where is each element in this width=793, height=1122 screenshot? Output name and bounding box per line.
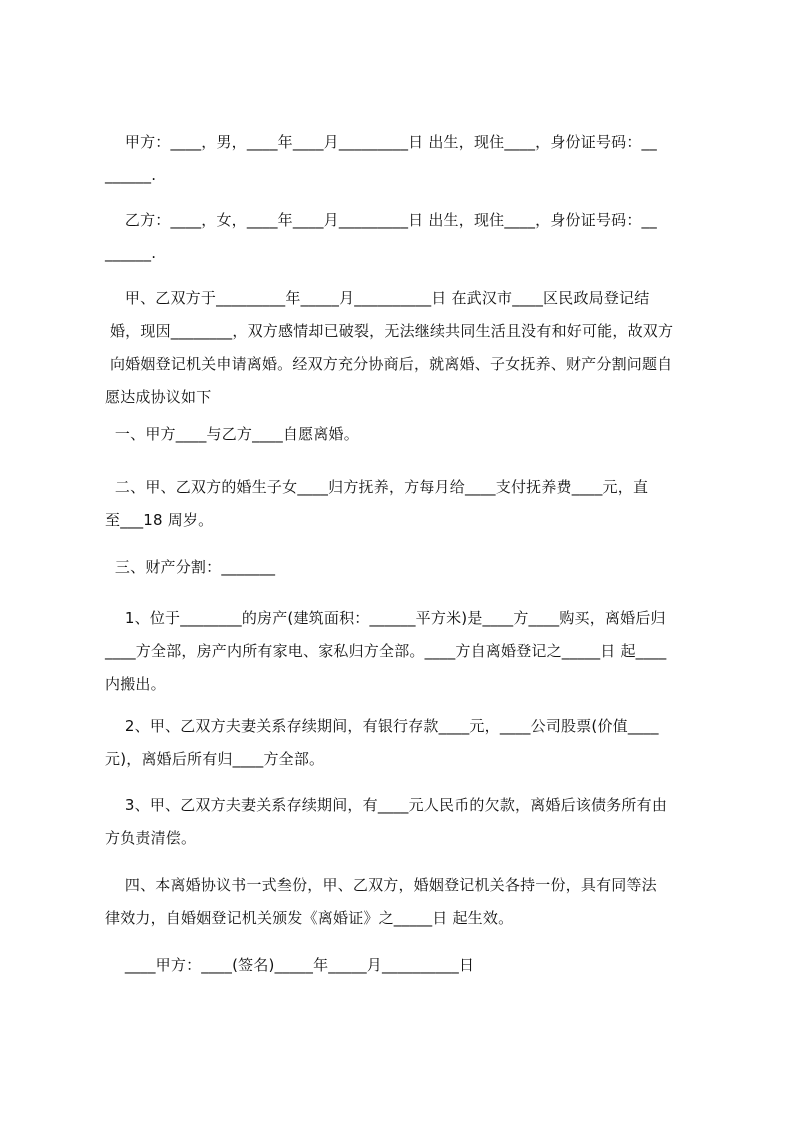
clause-1-line-1: 一、甲方____与乙方____自愿离婚。 — [105, 425, 359, 443]
party-a-line-1: 甲方：____，男，____年____月_________日 出生，现住____，身份证号码：__ — [105, 133, 657, 151]
item-1-line-1: 1、位于________的房产(建筑面积：______平方米)是____方____购买，离婚后归 — [105, 609, 666, 627]
clause-3-paragraph — [105, 551, 705, 584]
clause-3-line-1: 三、财产分割：_______ — [105, 558, 276, 576]
item-3-paragraph — [105, 789, 705, 855]
clause-2-line-2: 至___18 周岁。 — [105, 511, 214, 529]
clause-4-paragraph — [105, 869, 705, 935]
clause-4-line-1: 四、本离婚协议书一式叁份，甲、乙双方，婚姻登记机关各持一份，具有同等法 — [105, 876, 657, 894]
clause-2-line-1: 二、甲、乙双方的婚生子女____归方抚养，方每月给____支付抚养费____元，直 — [105, 478, 649, 496]
intro-paragraph — [105, 282, 705, 414]
item-1-line-2: ____方全部，房产内所有家电、家私归方全部。____方自离婚登记之_____日 起____ — [105, 642, 667, 660]
item-2-line-1: 2、甲、乙双方夫妻关系存续期间，有银行存款____元，____公司股票(价值____ — [105, 717, 659, 735]
item-1-paragraph — [105, 602, 705, 701]
intro-line-2: 婚，现因________，双方感情却已破裂，无法继续共同生活且没有和好可能，故双方 — [105, 322, 674, 340]
party-b-line-1: 乙方：____，女，____年____月_________日 出生，现住____，身份证号码：__ — [105, 211, 657, 229]
item-2-line-2: 元)，离婚后所有归____方全部。 — [105, 750, 325, 768]
signature-line-1: ____甲方：____(签名)_____年_____月__________日 — [105, 956, 475, 974]
party-b-line-2: ______. — [105, 244, 157, 262]
signature-paragraph — [105, 949, 705, 982]
clause-4-line-2: 律效力，自婚姻登记机关颁发《离婚证》之_____日 起生效。 — [105, 909, 514, 927]
item-3-line-2: 方负责清偿。 — [105, 829, 197, 847]
party-b-paragraph — [105, 204, 705, 270]
clause-1-paragraph — [105, 418, 705, 451]
item-2-paragraph — [105, 710, 705, 776]
party-a-line-2: ______. — [105, 166, 157, 184]
item-3-line-1: 3、甲、乙双方夫妻关系存续期间，有____元人民币的欠款，离婚后该债务所有由 — [105, 796, 668, 814]
intro-line-4: 愿达成协议如下 — [105, 388, 212, 406]
intro-line-1: 甲、乙双方于_________年_____月__________日 在武汉市____区民政局登记结 — [105, 289, 650, 307]
item-1-line-3: 内搬出。 — [105, 675, 166, 693]
party-a-paragraph — [105, 126, 705, 192]
clause-2-paragraph — [105, 471, 705, 537]
intro-line-3: 向婚姻登记机关申请离婚。经双方充分协商后，就离婚、子女抚养、财产分割问题自 — [105, 355, 673, 373]
